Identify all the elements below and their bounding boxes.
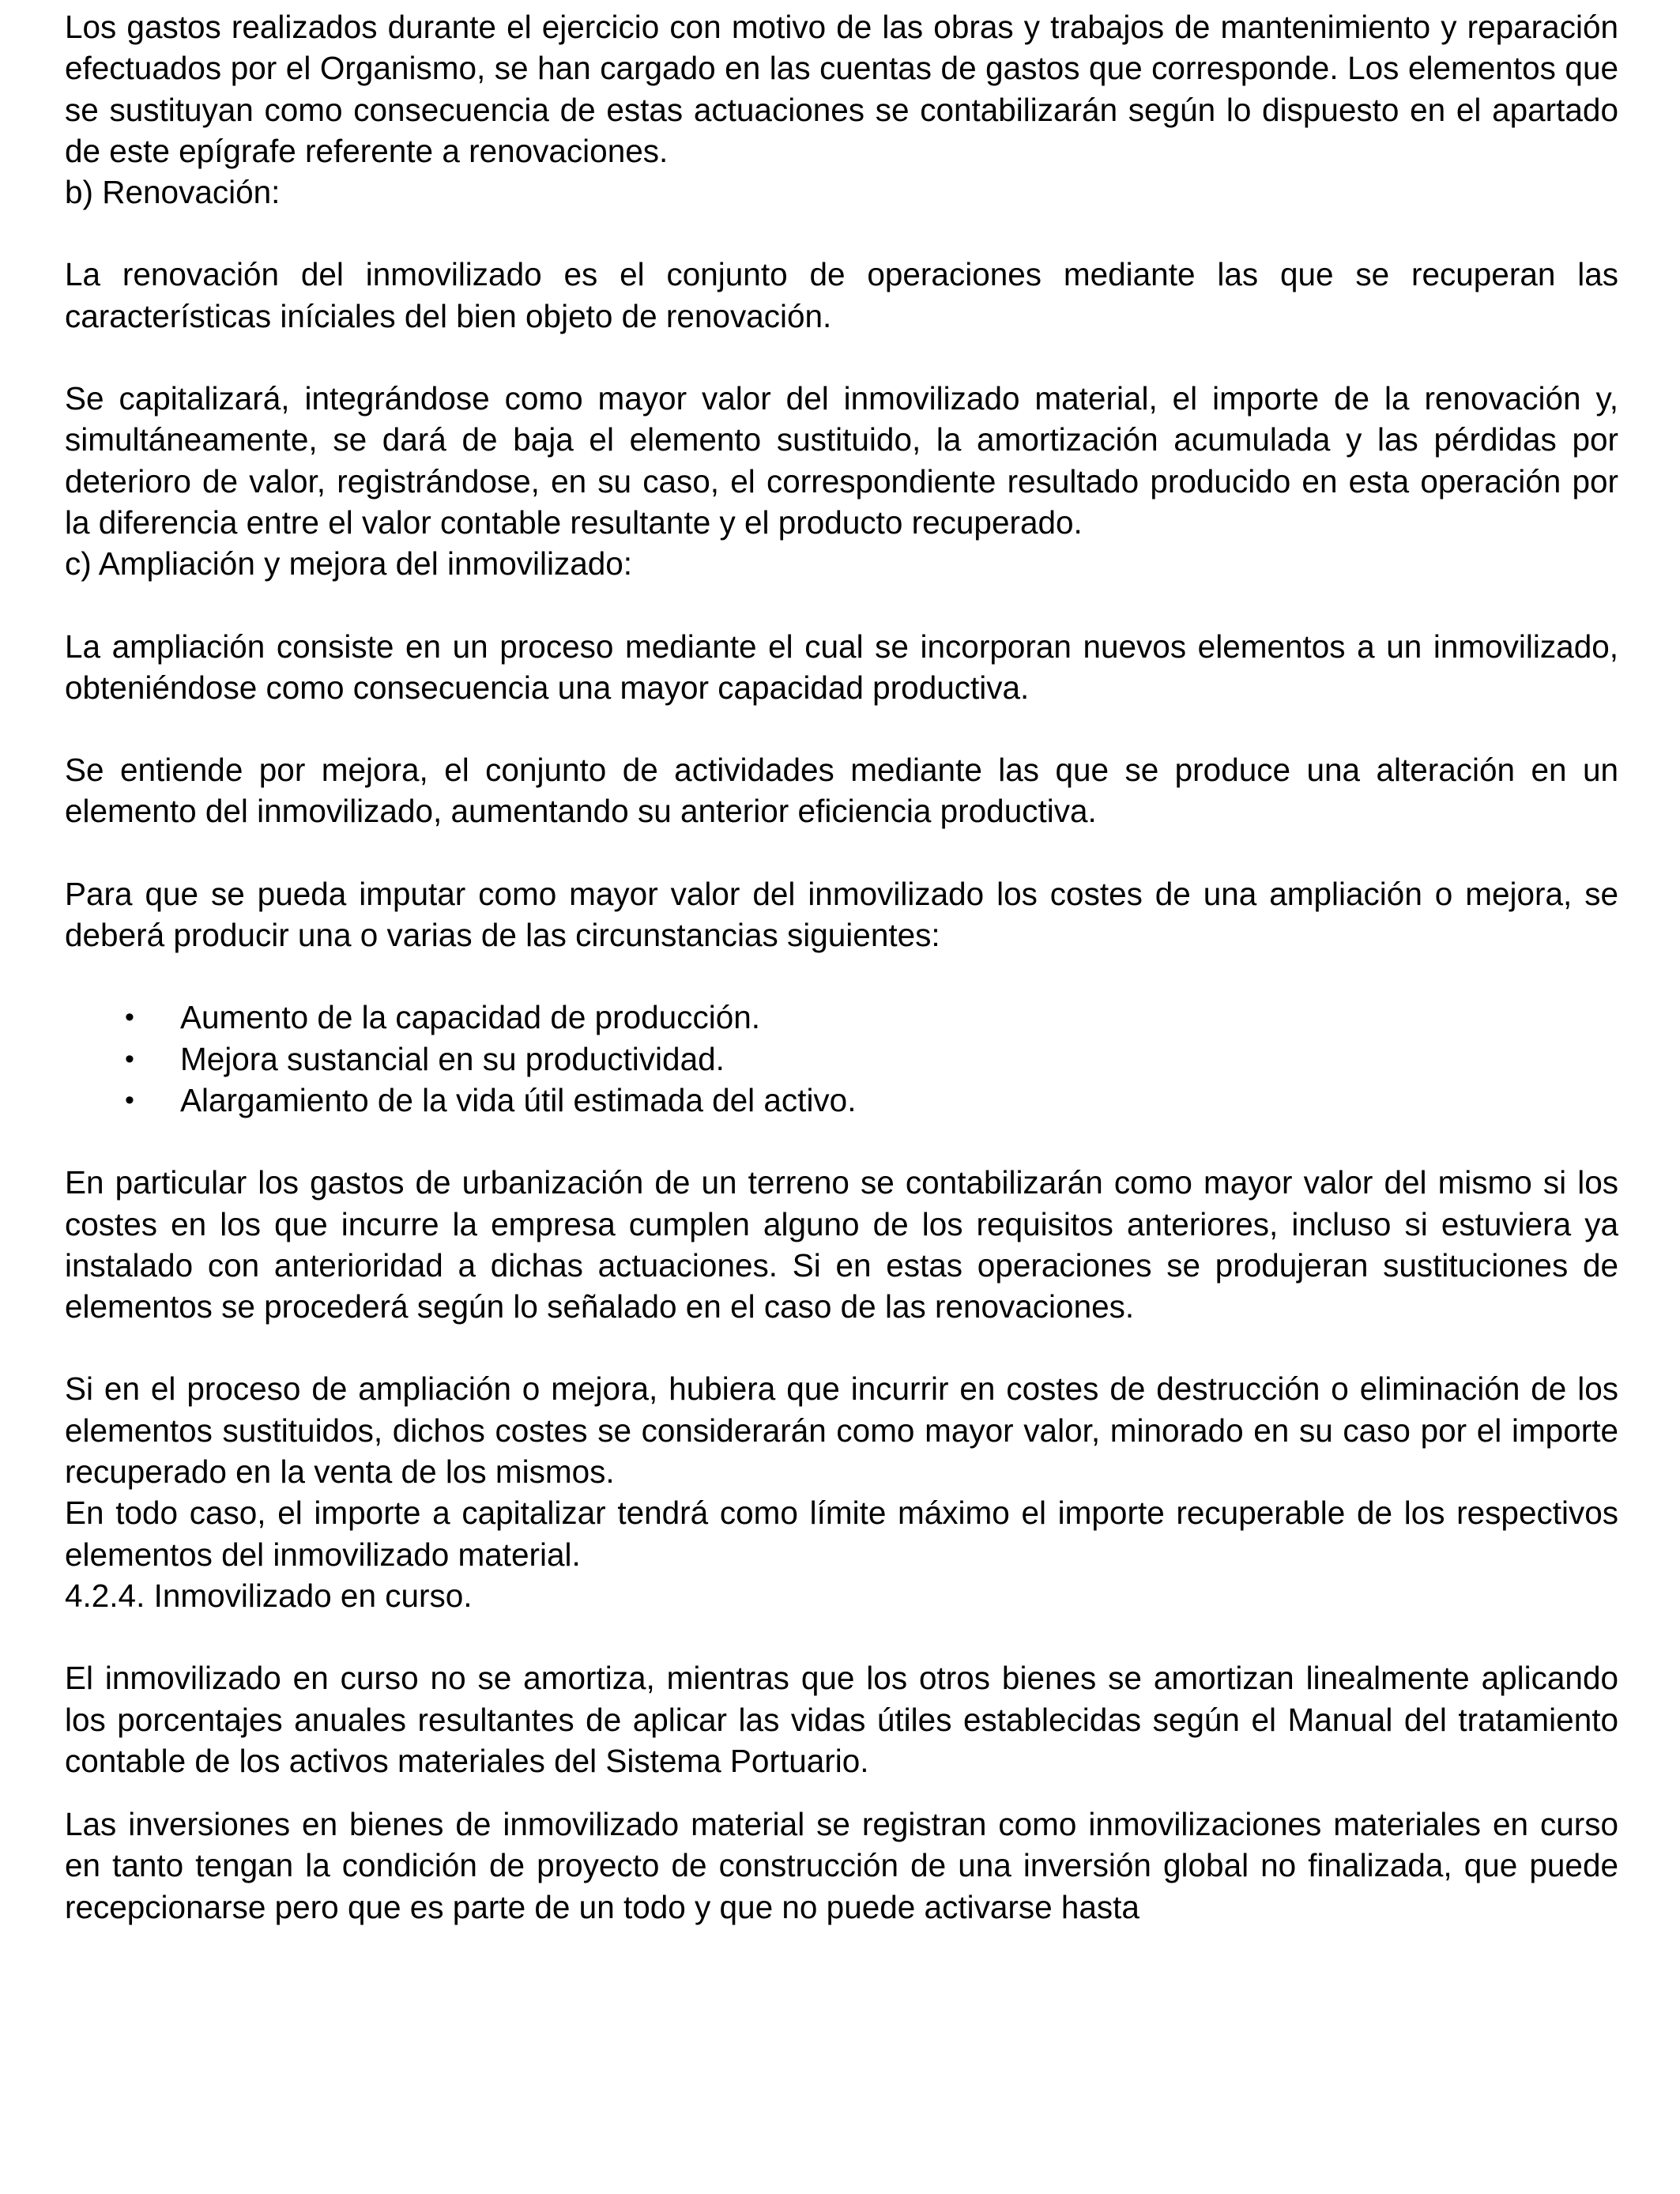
- heading-renovacion: b) Renovación:: [65, 174, 281, 211]
- paragraph-mejora-definicion: Se entiende por mejora, el conjunto de actividades mediante las que se produce una alteración en un elemento del inmovilizado, aumentando su anterior eficiencia productiva.: [65, 752, 1618, 830]
- paragraph-ampliacion-definicion: La ampliación consiste en un proceso mediante el cual se incorporan nuevos elementos a un inmovilizado, obteniéndose como consecuencia una mayor capacidad productiva.: [65, 628, 1618, 706]
- paragraph-gastos-urbanizacion: En particular los gastos de urbanización de un terreno se contabilizarán como mayor valor del mismo si los costes en los que incurre la empresa cumplen alguno de los requisitos anteriores, incluso si estuviera ya instalado con anterioridad a dichas actuaciones. Si en estas operaciones se produjeran sustituciones de elementos se procederá según lo señalado en el caso de las renovaciones.: [65, 1164, 1618, 1325]
- paragraph-renovacion-definicion: La renovación del inmovilizado es el conjunto de operaciones mediante las que se recuperan las características iníciales del bien objeto de renovación.: [65, 256, 1618, 334]
- list-item-text: Alargamiento de la vida útil estimada del activo.: [180, 1081, 857, 1118]
- paragraph-renovacion-capitalizacion: Se capitalizará, integrándose como mayor valor del inmovilizado material, el importe de la renovación y, simultáneamente, se dará de baja el elemento sustituido, la amortización acumulada y las pérdidas por deterioro de valor, registrándose, en su caso, el correspondiente resultado producido en esta operación por la diferencia entre el valor contable resultante y el producto recuperado.: [65, 380, 1618, 541]
- bullet-icon: •: [125, 1002, 134, 1033]
- document-page: [65, 6, 1618, 1928]
- bullet-list-circunstancias: [65, 997, 1618, 1121]
- list-item: [65, 1039, 1618, 1080]
- paragraph-mantenimiento: Los gastos realizados durante el ejercicio con motivo de las obras y trabajos de mantenimiento y reparación efectuados por el Organismo, se han cargado en las cuentas de gastos que corresponde. Los elementos que se sustituyan como consecuencia de estas actuaciones se contabilizarán según lo dispuesto en el apartado de este epígrafe referente a renovaciones.: [65, 9, 1618, 169]
- bullet-icon: •: [125, 1084, 134, 1115]
- list-item-text: Aumento de la capacidad de producción.: [180, 999, 761, 1036]
- paragraph-amortizacion-lineal: El inmovilizado en curso no se amortiza, mientras que los otros bienes se amortizan linealmente aplicando los porcentajes anuales resultantes de aplicar las vidas útiles establecidas según el Manual del tratamiento contable de los activos materiales del Sistema Portuario.: [65, 1660, 1618, 1779]
- paragraph-condiciones-imputacion: Para que se pueda imputar como mayor valor del inmovilizado los costes de una ampliación o mejora, se deberá producir una o varias de las circunstancias siguientes:: [65, 875, 1618, 954]
- paragraph-inversiones-en-curso: Las inversiones en bienes de inmovilizado material se registran como inmovilizaciones materiales en curso en tanto tengan la condición de proyecto de construcción de una inversión global no finalizada, que puede recepcionarse pero que es parte de un todo y que no puede activarse hasta: [65, 1806, 1618, 1925]
- list-item-text: Mejora sustancial en su productividad.: [180, 1040, 725, 1077]
- heading-ampliacion-mejora: c) Ampliación y mejora del inmovilizado:: [65, 545, 633, 582]
- list-item: [65, 1080, 1618, 1121]
- list-item: [65, 997, 1618, 1038]
- bullet-icon: •: [125, 1043, 134, 1074]
- heading-inmovilizado-en-curso: 4.2.4. Inmovilizado en curso.: [65, 1577, 473, 1614]
- paragraph-costes-destruccion: Si en el proceso de ampliación o mejora, hubiera que incurrir en costes de destrucción o eliminación de los elementos sustituidos, dichos costes se considerarán como mayor valor, minorado en su caso por el importe recuperado en la venta de los mismos.: [65, 1370, 1618, 1491]
- paragraph-limite-capitalizar: En todo caso, el importe a capitalizar tendrá como límite máximo el importe recuperable de los respectivos elementos del inmovilizado material.: [65, 1495, 1618, 1573]
